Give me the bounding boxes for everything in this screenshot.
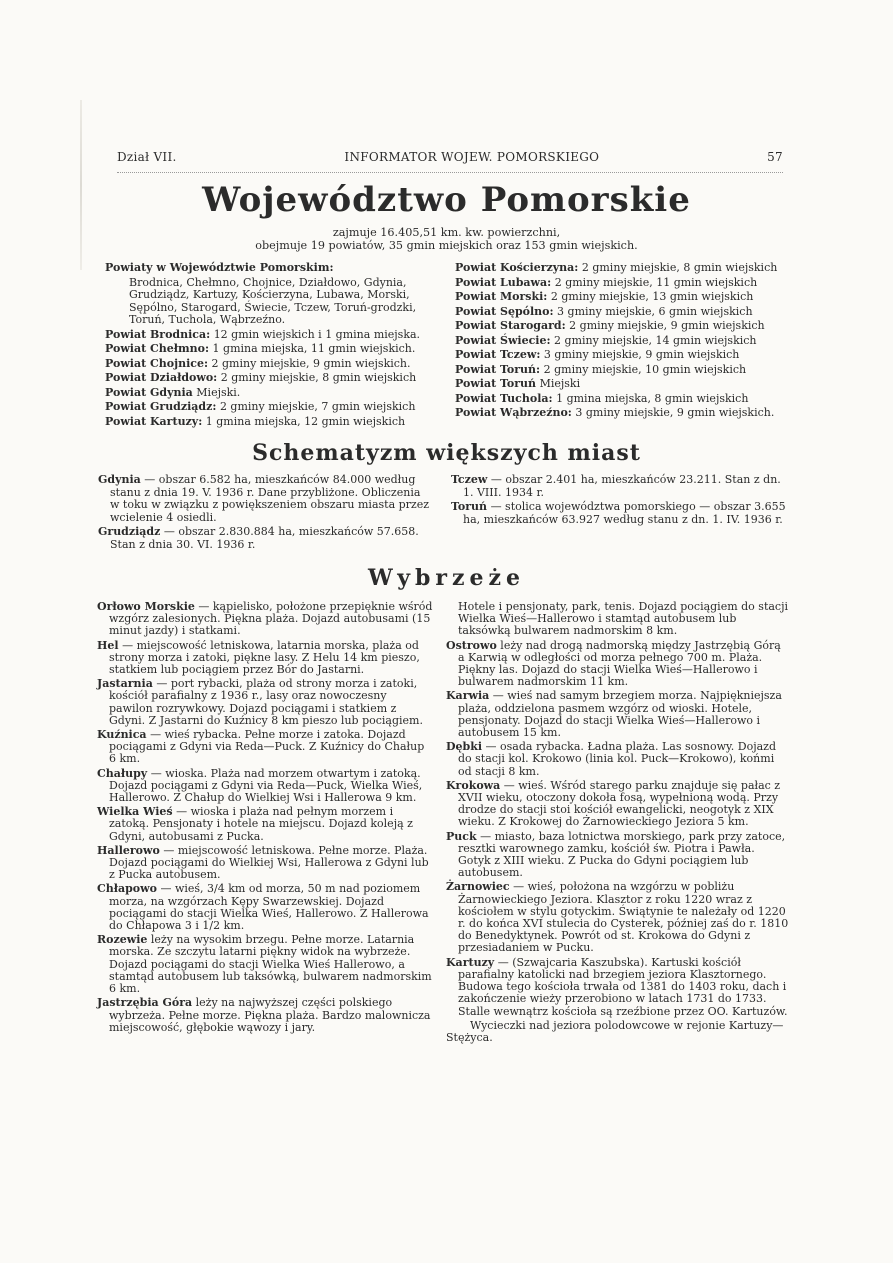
powiaty-right-list <box>455 262 790 420</box>
powiat-entry-name: Powiat Tuchola: <box>455 391 553 405</box>
powiat-entry-text: 2 gminy miejskie, 10 gmin wiejskich <box>543 362 747 376</box>
city-entry-text: — obszar 2.401 ha, mieszkańców 23.211. Stan z dn. 1. VIII. 1934 r. <box>463 473 781 499</box>
powiat-entry-text: 1 gmina miejska, 8 gmin wiejskich <box>556 391 749 405</box>
subtitle-line-1: zajmuje 16.405,51 km. kw. powierzchni, <box>332 226 561 239</box>
schematyzm-right-list <box>451 474 789 526</box>
place-entry <box>446 831 789 880</box>
powiat-entry-name: Powiat Wąbrzeźno: <box>455 406 572 419</box>
place-entry-name: Jastrzębia Góra <box>97 996 193 1010</box>
place-entry-name: Dębki <box>446 740 483 754</box>
city-entry-text: — obszar 6.582 ha, mieszkańców 84.000 według stanu z dnia 19. V. 1936 r. Dane przybliżone. Obliczenia w toku w związku z powiększeniem obszaru miasta przez wcielenie 4 osiedli. <box>110 473 430 524</box>
powiat-entry <box>105 358 438 371</box>
schematyzm-right-column <box>451 474 789 528</box>
powiat-entry-name: Powiat Gdynia <box>105 385 193 399</box>
place-entry-name: Wielka Wieś <box>97 805 173 819</box>
city-entry-name: Grudziądz <box>98 525 161 538</box>
place-entry <box>97 678 433 727</box>
place-entry <box>97 729 433 766</box>
powiat-entry-text: 2 gminy miejskie, 11 gmin wiejskich <box>554 275 758 289</box>
subtitle-line-2: obejmuje 19 powiatów, 35 gmin miejskich oraz 153 gmin wiejskich. <box>255 239 638 252</box>
wybrzeze-right-intro: Hotele i pensjonaty, park, tenis. Dojazd pociągiem do stacji Wielka Wieś—Hallerowo i stamtąd autobusem lub taksówką bulwarem nadmorskim 8 km. <box>458 600 789 638</box>
powiat-entry-name: Powiat Chojnice: <box>105 356 209 370</box>
place-entry-name: Hallerowo <box>97 843 160 857</box>
place-entry <box>446 640 789 689</box>
place-entry <box>97 883 433 932</box>
wybrzeze-left-list <box>97 601 433 1034</box>
city-entry <box>98 526 433 551</box>
place-entry-text: — miasto, baza lotnictwa morskiego, park przy zatoce, resztki warownego zamku, kościół św. Piotra i Pawła. Gotyk z XIII wieku. Z Pucka do Gdyni pociągiem lub autobusem. <box>458 829 786 880</box>
schematyzm-title: Schematyzm większych miast <box>252 440 641 466</box>
powiat-entry <box>105 343 438 356</box>
powiat-entry-text: 2 gminy miejskie, 14 gmin wiejskich <box>554 333 757 347</box>
powiat-entry-text: 1 gmina miejska, 11 gmin wiejskich. <box>212 342 416 355</box>
place-entry-name: Chałupy <box>97 766 148 780</box>
powiat-entry-text: 1 gmina miejska, 12 gmin wiejskich <box>205 414 406 428</box>
place-entry-name: Hel <box>97 638 119 652</box>
city-entry-text: — stolica województwa pomorskiego — obszar 3.655 ha, mieszkańców 63.927 według stanu z dn. 1. IV. 1936 r. <box>463 500 786 526</box>
place-entry-text: — osada rybacka. Ładna plaża. Las sosnowy. Dojazd do stacji kol. Krokowo (linia kol. Puck—Krokowo), końmi od stacji 8 km. <box>458 740 776 778</box>
page-title: Województwo Pomorskie <box>202 180 691 220</box>
place-entry <box>97 845 433 882</box>
powiaty-intro-label: Powiaty w Województwie Pomorskim: <box>105 261 334 274</box>
place-entry <box>97 934 433 995</box>
place-entry <box>97 768 433 805</box>
place-entry-text: — (Szwajcaria Kaszubska). Kartuski kościół parafialny katolicki nad brzegiem jeziora Klasztornego. Budowa tego kościoła trwała od 1381 do 1403 roku, dach i zakończenie wieży przerobiono w latach 1731 do 1733. Stalle wewnątrz kościoła są rzeźbione przez OO. Kartuzów. <box>458 955 788 1018</box>
powiat-entry <box>455 364 790 377</box>
header-title: INFORMATOR WOJEW. POMORSKIEGO <box>344 150 600 164</box>
place-entry-text: — wieś nad samym brzegiem morza. Najpiękniejsza plaża, oddzielona pasmem wzgórz od wioski. Hotele, pensjonaty. Dojazd do stacji Wielka Wieś—Hallerowo i autobusem 15 km. <box>458 689 782 740</box>
city-entry <box>98 474 433 524</box>
wybrzeze-left-column <box>97 601 433 1036</box>
powiat-entry-name: Powiat Toruń <box>455 377 537 390</box>
page-number: 57 <box>767 150 783 164</box>
place-entry-name: Kartuzy <box>446 955 495 969</box>
place-entry <box>97 806 433 843</box>
powiat-entry <box>455 291 790 304</box>
place-entry-text: leży nad drogą nadmorską między Jastrzębią Górą a Karwią w odległości od morza pełnego 700 m. Plaża. Piękny las. Dojazd do stacji Wielka Wieś—Hallerowo i bulwarem nadmorskim 11 km. <box>458 638 781 689</box>
city-entry <box>451 474 789 499</box>
header-section: Dział VII. <box>117 150 177 164</box>
powiat-entry-text: 2 gminy miejskie, 9 gmin wiejskich. <box>211 356 411 370</box>
powiat-entry-name: Powiat Grudziądz: <box>105 400 217 413</box>
powiat-entry <box>105 416 438 429</box>
powiat-entry-text: 2 gminy miejskie, 9 gmin wiejskich <box>569 319 765 332</box>
powiat-entry <box>455 306 790 319</box>
powiat-entry-name: Powiat Brodnica: <box>105 327 211 341</box>
powiat-entry <box>455 262 790 275</box>
powiat-entry-name: Powiat Starogard: <box>455 319 566 332</box>
wybrzeze-right-outro: Wycieczki nad jeziora polodowcowe w rejonie Kartuzy—Stężyca. <box>446 1018 784 1044</box>
powiat-entry-name: Powiat Lubawa: <box>455 275 552 289</box>
wybrzeze-right-column <box>446 601 789 1046</box>
powiaty-right-column <box>455 262 790 422</box>
powiat-entry <box>455 335 790 348</box>
schematyzm-left-column <box>98 474 433 553</box>
powiat-entry <box>455 320 790 333</box>
powiaty-left-column <box>105 262 438 430</box>
powiat-entry-name: Powiat Chełmno: <box>105 342 210 355</box>
city-entry <box>451 501 789 526</box>
place-entry-name: Kuźnica <box>97 728 147 742</box>
city-entry-name: Tczew <box>451 473 488 486</box>
place-entry <box>446 780 789 829</box>
powiat-entry-name: Powiat Sępólno: <box>455 304 554 318</box>
place-entry-name: Karwia <box>446 689 490 703</box>
wybrzeze-title: Wybrzeże <box>368 565 525 591</box>
place-entry-text: leży na najwyższej części polskiego wybrzeża. Pełne morze. Piękna plaża. Bardzo malownicza miejscowość, głębokie wąwozy i jary. <box>109 996 431 1034</box>
powiat-entry <box>455 277 790 290</box>
powiat-entry-text: Miejski <box>539 377 581 390</box>
powiat-entry <box>455 378 790 391</box>
place-entry-name: Chłapowo <box>97 882 157 896</box>
place-entry <box>97 997 433 1034</box>
place-entry-text: — miejscowość letniskowa, latarnia morska, plaża od strony morza i zatoki, piękne lasy. Z Helu 14 km pieszo, statkiem lub pociągiem przez Bór do Jastarni. <box>109 638 420 677</box>
place-entry-name: Ostrowo <box>446 638 497 652</box>
place-entry-name: Orłowo Morskie <box>97 600 195 613</box>
place-entry-text: leży na wysokim brzegu. Pełne morze. Latarnia morska. Ze szczytu latarni piękny widok na wybrzeże. Dojazd pociągami do stacji Wielka Wieś Hallerowo, a stamtąd autobusem lub taksówką, bulwarem nadmorskim 6 km. <box>109 933 432 996</box>
powiat-entry-text: 2 gminy miejskie, 8 gmin wiejskich <box>220 371 417 384</box>
powiat-entry-name: Powiat Działdowo: <box>105 371 218 384</box>
place-entry-name: Rozewie <box>97 933 148 947</box>
powiat-entry-name: Powiat Toruń: <box>455 362 541 376</box>
city-entry-name: Gdynia <box>98 473 141 486</box>
powiat-entry-text: 2 gminy miejskie, 13 gmin wiejskich <box>550 290 754 303</box>
powiat-entry <box>105 372 438 385</box>
powiat-entry-name: Powiat Morski: <box>455 290 548 303</box>
powiat-entry-name: Powiat Kartuzy: <box>105 414 203 428</box>
place-entry-text: — kąpielisko, położone przepięknie wśród wzgórz zalesionych. Piękna plaża. Dojazd autobusami (15 minut jazdy) i statkami. <box>109 600 433 638</box>
place-entry <box>446 741 789 778</box>
powiat-entry-name: Powiat Świecie: <box>455 333 551 347</box>
place-entry <box>446 957 789 1018</box>
powiat-entry <box>105 329 438 342</box>
powiat-entry-text: 3 gminy miejskie, 6 gmin wiejskich <box>557 304 753 318</box>
city-entry-name: Toruń <box>451 500 488 513</box>
place-entry-text: — wieś, położona na wzgórzu w pobliżu Żarnowieckiego Jeziora. Klasztor z roku 1220 wraz z kościołem w stylu gotyckim. Świątynie te należały od 1220 r. do końca XVI stulecia do Cysterek, później zaś do r. 1810 do Benedyktynek. Powrót od st. Krokowa do Gdyni z przesiadaniem w Pucku. <box>458 880 789 955</box>
powiaty-intro <box>105 262 438 275</box>
powiaty-left-list <box>105 329 438 429</box>
powiat-entry <box>105 401 438 414</box>
place-entry-name: Jastarnia <box>97 677 153 691</box>
running-header <box>117 150 783 173</box>
powiat-entry-text: 12 gmin wiejskich i 1 gmina miejska. <box>213 327 421 341</box>
city-entry-text: — obszar 2.830.884 ha, mieszkańców 57.658. Stan z dnia 30. VI. 1936 r. <box>110 525 419 551</box>
place-entry <box>97 640 433 677</box>
place-entry-text: — wioska i plaża nad pełnym morzem i zatoką. Pensjonaty i hotele na miejscu. Dojazd koleją z Gdyni, autobusami z Pucka. <box>109 805 413 843</box>
place-entry-text: — port rybacki, plaża od strony morza i zatoki, kościół parafialny z 1936 r., lasy oraz nowoczesny pawilon rozrywkowy. Dojazd pociągami i statkiem z Gdyni. Z Jastarni do Kuźnicy 8 km pieszo lub pociągiem. <box>109 677 423 727</box>
wybrzeze-right-list <box>446 640 789 1018</box>
powiat-entry <box>455 393 790 406</box>
powiat-entry <box>455 349 790 362</box>
place-entry <box>97 601 433 638</box>
powiat-entry-name: Powiat Kościerzyna: <box>455 261 579 274</box>
place-entry <box>446 690 789 739</box>
place-entry-name: Puck <box>446 829 477 843</box>
powiat-entry-text: 2 gminy miejskie, 7 gmin wiejskich <box>219 400 416 413</box>
place-entry-text: — wioska. Plaża nad morzem otwartym i zatoką. Dojazd pociągami z Gdyni via Reda—Puck, Wielka Wieś, Hallerowo. Z Chałup do Wielkiej Wsi i Hallerowa 9 km. <box>109 766 423 805</box>
place-entry-text: — wieś rybacka. Pełne morze i zatoka. Dojazd pociągami z Gdyni via Reda—Puck. Z Kuźnicy do Chałup 6 km. <box>109 728 425 766</box>
place-entry-name: Żarnowiec <box>446 880 510 894</box>
place-entry-name: Krokowa <box>446 778 501 792</box>
place-entry-text: — wieś. Wśród starego parku znajduje się pałac z XVII wieku, otoczony dokoła fosą, wypełnioną wodą. Przy drodze do stacji stoi kościół ewangelicki, neogotyk z XIX wieku. Z Krokowej do Żarnowieckiego Jeziora 5 km. <box>458 778 781 829</box>
powiat-entry <box>455 407 790 420</box>
schematyzm-left-list <box>98 474 433 551</box>
powiat-entry-text: Miejski. <box>196 385 241 399</box>
powiat-entry-name: Powiat Tczew: <box>455 348 541 361</box>
subtitle <box>0 226 893 252</box>
place-entry-text: — wieś, 3/4 km od morza, 50 m nad poziomem morza, na wzgórzach Kępy Swarzewskiej. Dojazd pociągami do stacji Wielka Wieś, Hallerowo. Z Hallerowa do Chłapowa 3 i 1/2 km. <box>109 882 429 933</box>
place-entry <box>446 881 789 954</box>
powiat-entry-text: 2 gminy miejskie, 8 gmin wiejskich <box>581 261 778 274</box>
powiat-entry-text: 3 gminy miejskie, 9 gmin wiejskich <box>543 348 740 361</box>
powiat-entry-text: 3 gminy miejskie, 9 gmin wiejskich. <box>575 406 775 419</box>
powiaty-intro-list: Brodnica, Chełmno, Chojnice, Działdowo, Gdynia, Grudziądz, Kartuzy, Kościerzyna, Lubawa, Morski, Sępólno, Starogard, Świecie, Tczew, Toruń-grodzki, Toruń, Tuchola, Wąbrzeźno. <box>129 275 417 326</box>
powiat-entry <box>105 387 438 400</box>
place-entry-text: — miejscowość letniskowa. Pełne morze. Plaża. Dojazd pociągami do Wielkiej Wsi, Hallerowa z Gdyni lub z Pucka autobusem. <box>109 843 429 882</box>
